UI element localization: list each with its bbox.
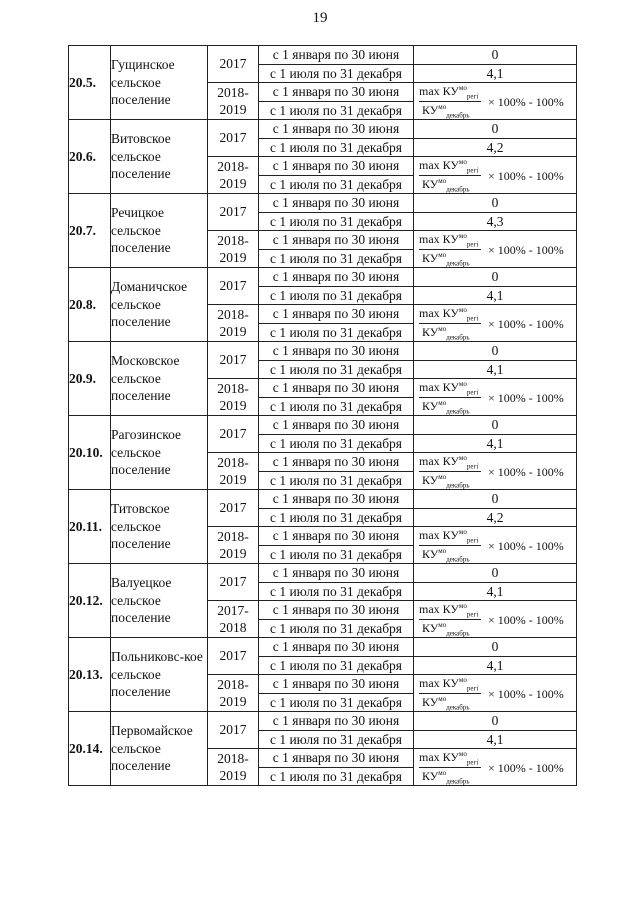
fraction-bar	[419, 619, 481, 620]
index-value-first-half: 0	[414, 342, 577, 361]
settlement-name: Витовское сельское поселение	[111, 120, 208, 194]
period-second-half: с 1 июля по 31 декабря	[259, 323, 414, 342]
formula-numerator: $\max КУ^{мо}_{регi}$	[419, 676, 479, 693]
period-second-half: с 1 июля по 31 декабря	[259, 434, 414, 453]
table-row	[69, 194, 577, 213]
period-first-half: с 1 января по 30 июня	[259, 453, 414, 472]
period-year-second: 2018-2019	[208, 675, 259, 712]
period-second-half: с 1 июля по 31 декабря	[259, 656, 414, 675]
period-first-half: с 1 января по 30 июня	[259, 712, 414, 731]
index-value-second-half: 4,1	[414, 434, 577, 453]
index-value-second-half: 4,1	[414, 360, 577, 379]
row-number: 20.5.	[69, 46, 111, 120]
period-second-half: с 1 июля по 31 декабря	[259, 619, 414, 638]
formula-denominator: $КУ^{мо}_{декабрь}$	[422, 399, 470, 416]
index-formula	[414, 305, 577, 342]
settlement-name: Валуецкое сельское поселение	[111, 564, 208, 638]
settlement-name: Доманичское сельское поселение	[111, 268, 208, 342]
formula-numerator: $\max КУ^{мо}_{регi}$	[419, 84, 479, 101]
index-value-first-half: 0	[414, 490, 577, 509]
table-row	[69, 712, 577, 731]
index-formula	[414, 379, 577, 416]
index-value-second-half: 4,1	[414, 656, 577, 675]
row-number: 20.12.	[69, 564, 111, 638]
settlement-name: Речицкое сельское поселение	[111, 194, 208, 268]
period-second-half: с 1 июля по 31 декабря	[259, 767, 414, 786]
period-first-half: с 1 января по 30 июня	[259, 46, 414, 65]
row-number: 20.6.	[69, 120, 111, 194]
period-year-second: 2018-2019	[208, 749, 259, 786]
row-number: 20.11.	[69, 490, 111, 564]
period-second-half: с 1 июля по 31 декабря	[259, 397, 414, 416]
index-value-first-half: 0	[414, 564, 577, 583]
index-value-second-half: 4,1	[414, 64, 577, 83]
fraction-bar	[419, 249, 481, 250]
settlement-name: Рагозинское сельское поселение	[111, 416, 208, 490]
index-value-first-half: 0	[414, 120, 577, 139]
formula-denominator: $КУ^{мо}_{декабрь}$	[422, 251, 470, 268]
formula-numerator: $\max КУ^{мо}_{регi}$	[419, 528, 479, 545]
index-value-first-half: 0	[414, 416, 577, 435]
index-value-first-half: 0	[414, 46, 577, 65]
fraction-bar	[419, 693, 481, 694]
period-year-second: 2018-2019	[208, 527, 259, 564]
index-formula	[414, 157, 577, 194]
period-year-second: 2018-2019	[208, 157, 259, 194]
period-year-second: 2018-2019	[208, 453, 259, 490]
index-value-second-half: 4,1	[414, 582, 577, 601]
period-year-second: 2018-2019	[208, 379, 259, 416]
fraction-bar	[419, 323, 481, 324]
formula-denominator: $КУ^{мо}_{декабрь}$	[422, 621, 470, 638]
fraction-bar	[419, 545, 481, 546]
table-row	[69, 490, 577, 509]
index-value-first-half: 0	[414, 194, 577, 213]
fraction-bar	[419, 767, 481, 768]
formula-numerator: $\max КУ^{мо}_{регi}$	[419, 602, 479, 619]
period-first-half: с 1 января по 30 июня	[259, 231, 414, 250]
period-second-half: с 1 июля по 31 декабря	[259, 138, 414, 157]
period-year-second: 2018-2019	[208, 83, 259, 120]
period-second-half: с 1 июля по 31 декабря	[259, 249, 414, 268]
index-formula	[414, 749, 577, 786]
row-number: 20.9.	[69, 342, 111, 416]
row-number: 20.7.	[69, 194, 111, 268]
period-second-half: с 1 июля по 31 декабря	[259, 582, 414, 601]
period-year-first: 2017	[208, 194, 259, 231]
table-row	[69, 564, 577, 583]
formula-tail: × 100% - 100%	[488, 243, 564, 257]
formula-denominator: $КУ^{мо}_{декабрь}$	[422, 177, 470, 194]
period-first-half: с 1 января по 30 июня	[259, 490, 414, 509]
period-first-half: с 1 января по 30 июня	[259, 416, 414, 435]
index-formula	[414, 83, 577, 120]
row-number: 20.13.	[69, 638, 111, 712]
index-value-first-half: 0	[414, 268, 577, 287]
period-year-first: 2017	[208, 46, 259, 83]
index-value-second-half: 4,2	[414, 508, 577, 527]
formula-denominator: $КУ^{мо}_{декабрь}$	[422, 103, 470, 120]
period-second-half: с 1 июля по 31 декабря	[259, 693, 414, 712]
formula-denominator: $КУ^{мо}_{декабрь}$	[422, 325, 470, 342]
period-first-half: с 1 января по 30 июня	[259, 749, 414, 768]
period-first-half: с 1 января по 30 июня	[259, 305, 414, 324]
row-number: 20.14.	[69, 712, 111, 786]
settlement-name: Московское сельское поселение	[111, 342, 208, 416]
period-year-first: 2017	[208, 712, 259, 749]
index-value-second-half: 4,1	[414, 286, 577, 305]
period-year-first: 2017	[208, 416, 259, 453]
settlement-name: Первомайское сельское поселение	[111, 712, 208, 786]
formula-tail: × 100% - 100%	[488, 169, 564, 183]
period-year-second: 2017-2018	[208, 601, 259, 638]
period-first-half: с 1 января по 30 июня	[259, 601, 414, 620]
index-formula	[414, 527, 577, 564]
formula-tail: × 100% - 100%	[488, 761, 564, 775]
formula-tail: × 100% - 100%	[488, 95, 564, 109]
settlement-name: Польниковс-кое сельское поселение	[111, 638, 208, 712]
period-first-half: с 1 января по 30 июня	[259, 268, 414, 287]
index-value-first-half: 0	[414, 638, 577, 657]
row-number: 20.8.	[69, 268, 111, 342]
index-formula	[414, 231, 577, 268]
period-year-first: 2017	[208, 638, 259, 675]
fraction-bar	[419, 101, 481, 102]
period-second-half: с 1 июля по 31 декабря	[259, 730, 414, 749]
fraction-bar	[419, 397, 481, 398]
period-year-first: 2017	[208, 342, 259, 379]
table-row	[69, 416, 577, 435]
period-second-half: с 1 июля по 31 декабря	[259, 101, 414, 120]
table-row	[69, 268, 577, 287]
period-second-half: с 1 июля по 31 декабря	[259, 212, 414, 231]
formula-tail: × 100% - 100%	[488, 539, 564, 553]
period-first-half: с 1 января по 30 июня	[259, 564, 414, 583]
period-year-first: 2017	[208, 120, 259, 157]
table-row	[69, 342, 577, 361]
index-formula	[414, 601, 577, 638]
formula-denominator: $КУ^{мо}_{декабрь}$	[422, 473, 470, 490]
formula-tail: × 100% - 100%	[488, 687, 564, 701]
settlement-name: Гущинское сельское поселение	[111, 46, 208, 120]
index-formula	[414, 675, 577, 712]
period-first-half: с 1 января по 30 июня	[259, 675, 414, 694]
index-value-first-half: 0	[414, 712, 577, 731]
formula-denominator: $КУ^{мо}_{декабрь}$	[422, 769, 470, 786]
period-second-half: с 1 июля по 31 декабря	[259, 360, 414, 379]
period-year-first: 2017	[208, 268, 259, 305]
tariff-table	[68, 45, 577, 786]
formula-denominator: $КУ^{мо}_{декабрь}$	[422, 695, 470, 712]
formula-numerator: $\max КУ^{мо}_{регi}$	[419, 454, 479, 471]
table-row	[69, 46, 577, 65]
period-first-half: с 1 января по 30 июня	[259, 120, 414, 139]
index-value-second-half: 4,3	[414, 212, 577, 231]
fraction-bar	[419, 471, 481, 472]
index-value-second-half: 4,1	[414, 730, 577, 749]
table-row	[69, 120, 577, 139]
page-number: 19	[312, 10, 328, 26]
formula-numerator: $\max КУ^{мо}_{регi}$	[419, 306, 479, 323]
table-row	[69, 638, 577, 657]
period-first-half: с 1 января по 30 июня	[259, 83, 414, 102]
period-first-half: с 1 января по 30 июня	[259, 379, 414, 398]
period-second-half: с 1 июля по 31 декабря	[259, 508, 414, 527]
row-number: 20.10.	[69, 416, 111, 490]
period-first-half: с 1 января по 30 июня	[259, 157, 414, 176]
settlement-name: Титовское сельское поселение	[111, 490, 208, 564]
formula-numerator: $\max КУ^{мо}_{регi}$	[419, 232, 479, 249]
fraction-bar	[419, 175, 481, 176]
period-second-half: с 1 июля по 31 декабря	[259, 64, 414, 83]
formula-numerator: $\max КУ^{мо}_{регi}$	[419, 158, 479, 175]
formula-tail: × 100% - 100%	[488, 613, 564, 627]
formula-tail: × 100% - 100%	[488, 465, 564, 479]
period-second-half: с 1 июля по 31 декабря	[259, 471, 414, 490]
period-year-first: 2017	[208, 564, 259, 601]
formula-tail: × 100% - 100%	[488, 317, 564, 331]
period-first-half: с 1 января по 30 июня	[259, 527, 414, 546]
period-second-half: с 1 июля по 31 декабря	[259, 545, 414, 564]
index-value-second-half: 4,2	[414, 138, 577, 157]
formula-numerator: $\max КУ^{мо}_{регi}$	[419, 380, 479, 397]
formula-numerator: $\max КУ^{мо}_{регi}$	[419, 750, 479, 767]
formula-tail: × 100% - 100%	[488, 391, 564, 405]
index-formula	[414, 453, 577, 490]
formula-denominator: $КУ^{мо}_{декабрь}$	[422, 547, 470, 564]
period-second-half: с 1 июля по 31 декабря	[259, 175, 414, 194]
period-year-first: 2017	[208, 490, 259, 527]
period-year-second: 2018-2019	[208, 231, 259, 268]
period-first-half: с 1 января по 30 июня	[259, 638, 414, 657]
period-second-half: с 1 июля по 31 декабря	[259, 286, 414, 305]
period-first-half: с 1 января по 30 июня	[259, 342, 414, 361]
period-year-second: 2018-2019	[208, 305, 259, 342]
period-first-half: с 1 января по 30 июня	[259, 194, 414, 213]
